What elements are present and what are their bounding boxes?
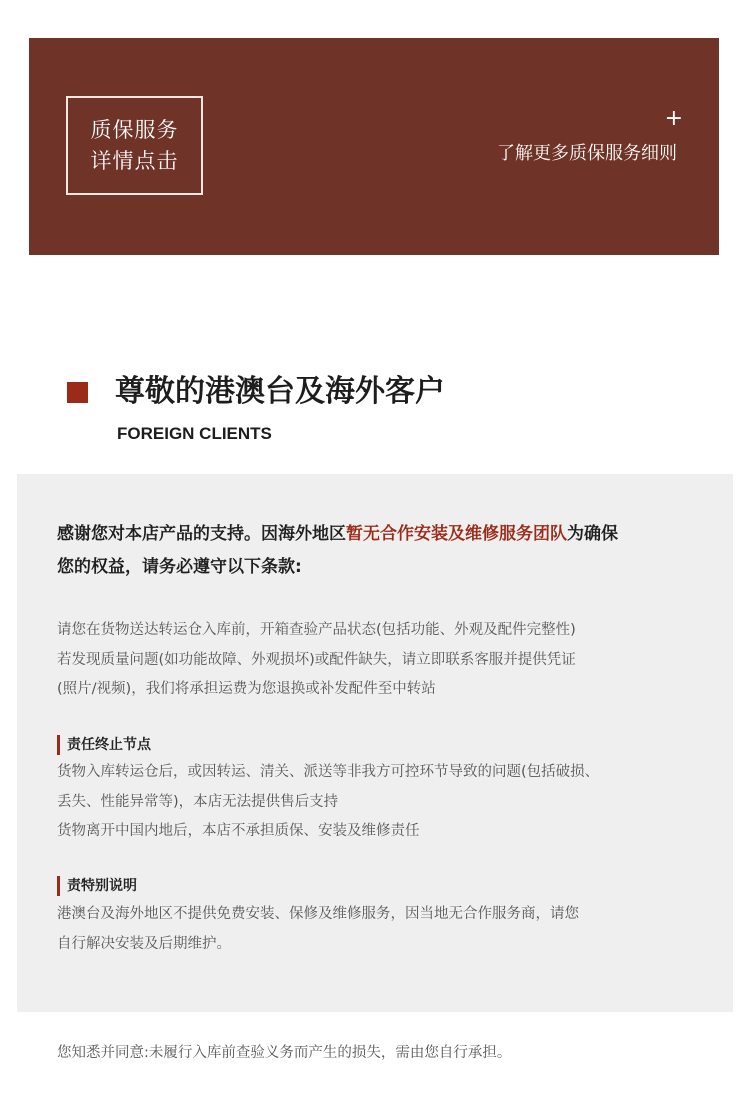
intro-part2: 为确保 [567, 524, 618, 544]
special-line: 港澳台及海外地区不提供免费安装、保修及维修服务，因当地无合作服务商，请您 [57, 906, 579, 922]
intro-text [57, 518, 707, 584]
responsibility-line: 货物入库转运仓后，或因转运、清关、派送等非我方可控环节导致的问题(包括破损、 [57, 764, 600, 780]
plus-icon[interactable]: + [664, 106, 683, 131]
warranty-details-button[interactable] [66, 96, 203, 195]
special-paragraph [57, 900, 707, 959]
inspection-paragraph [57, 616, 707, 705]
footer-notice: 您知悉并同意:未履行入库前查验义务而产生的损失，需由您自行承担。 [57, 1045, 512, 1061]
service-box-line2: 详情点击 [90, 148, 179, 173]
special-heading: 责特别说明 [57, 876, 137, 896]
inspection-line: (照片/视频)，我们将承担运费为您退换或补发配件至中转站 [57, 681, 436, 697]
service-box-line1: 质保服务 [90, 117, 179, 142]
inspection-line: 请您在货物送达转运仓入库前，开箱查验产品状态(包括功能、外观及配件完整性) [57, 622, 576, 638]
special-line: 自行解决安装及后期维护。 [57, 935, 231, 952]
responsibility-heading: 责任终止节点 [57, 735, 151, 755]
intro-highlight: 暂无合作安装及维修服务团队 [346, 524, 567, 544]
section-subtitle: FOREIGN CLIENTS [117, 424, 272, 443]
responsibility-line: 货物离开中国内地后，本店不承担质保、安装及维修责任 [57, 823, 420, 839]
inspection-line: 若发现质量问题(如功能故障、外观损坏)或配件缺失，请立即联系客服并提供凭证 [57, 651, 576, 668]
section-marker [67, 382, 88, 403]
section-title: 尊敬的港澳台及海外客户 [115, 374, 445, 409]
warranty-terms-link[interactable]: 了解更多质保服务细则 [497, 143, 677, 164]
responsibility-paragraph [57, 758, 707, 847]
intro-part1: 感谢您对本店产品的支持。因海外地区 [57, 524, 346, 544]
intro-line2: 您的权益，请务必遵守以下条款: [57, 557, 302, 577]
terms-panel [17, 474, 733, 1012]
warranty-banner [29, 38, 719, 255]
responsibility-line: 丢失、性能异常等)，本店无法提供售后支持 [57, 793, 339, 810]
